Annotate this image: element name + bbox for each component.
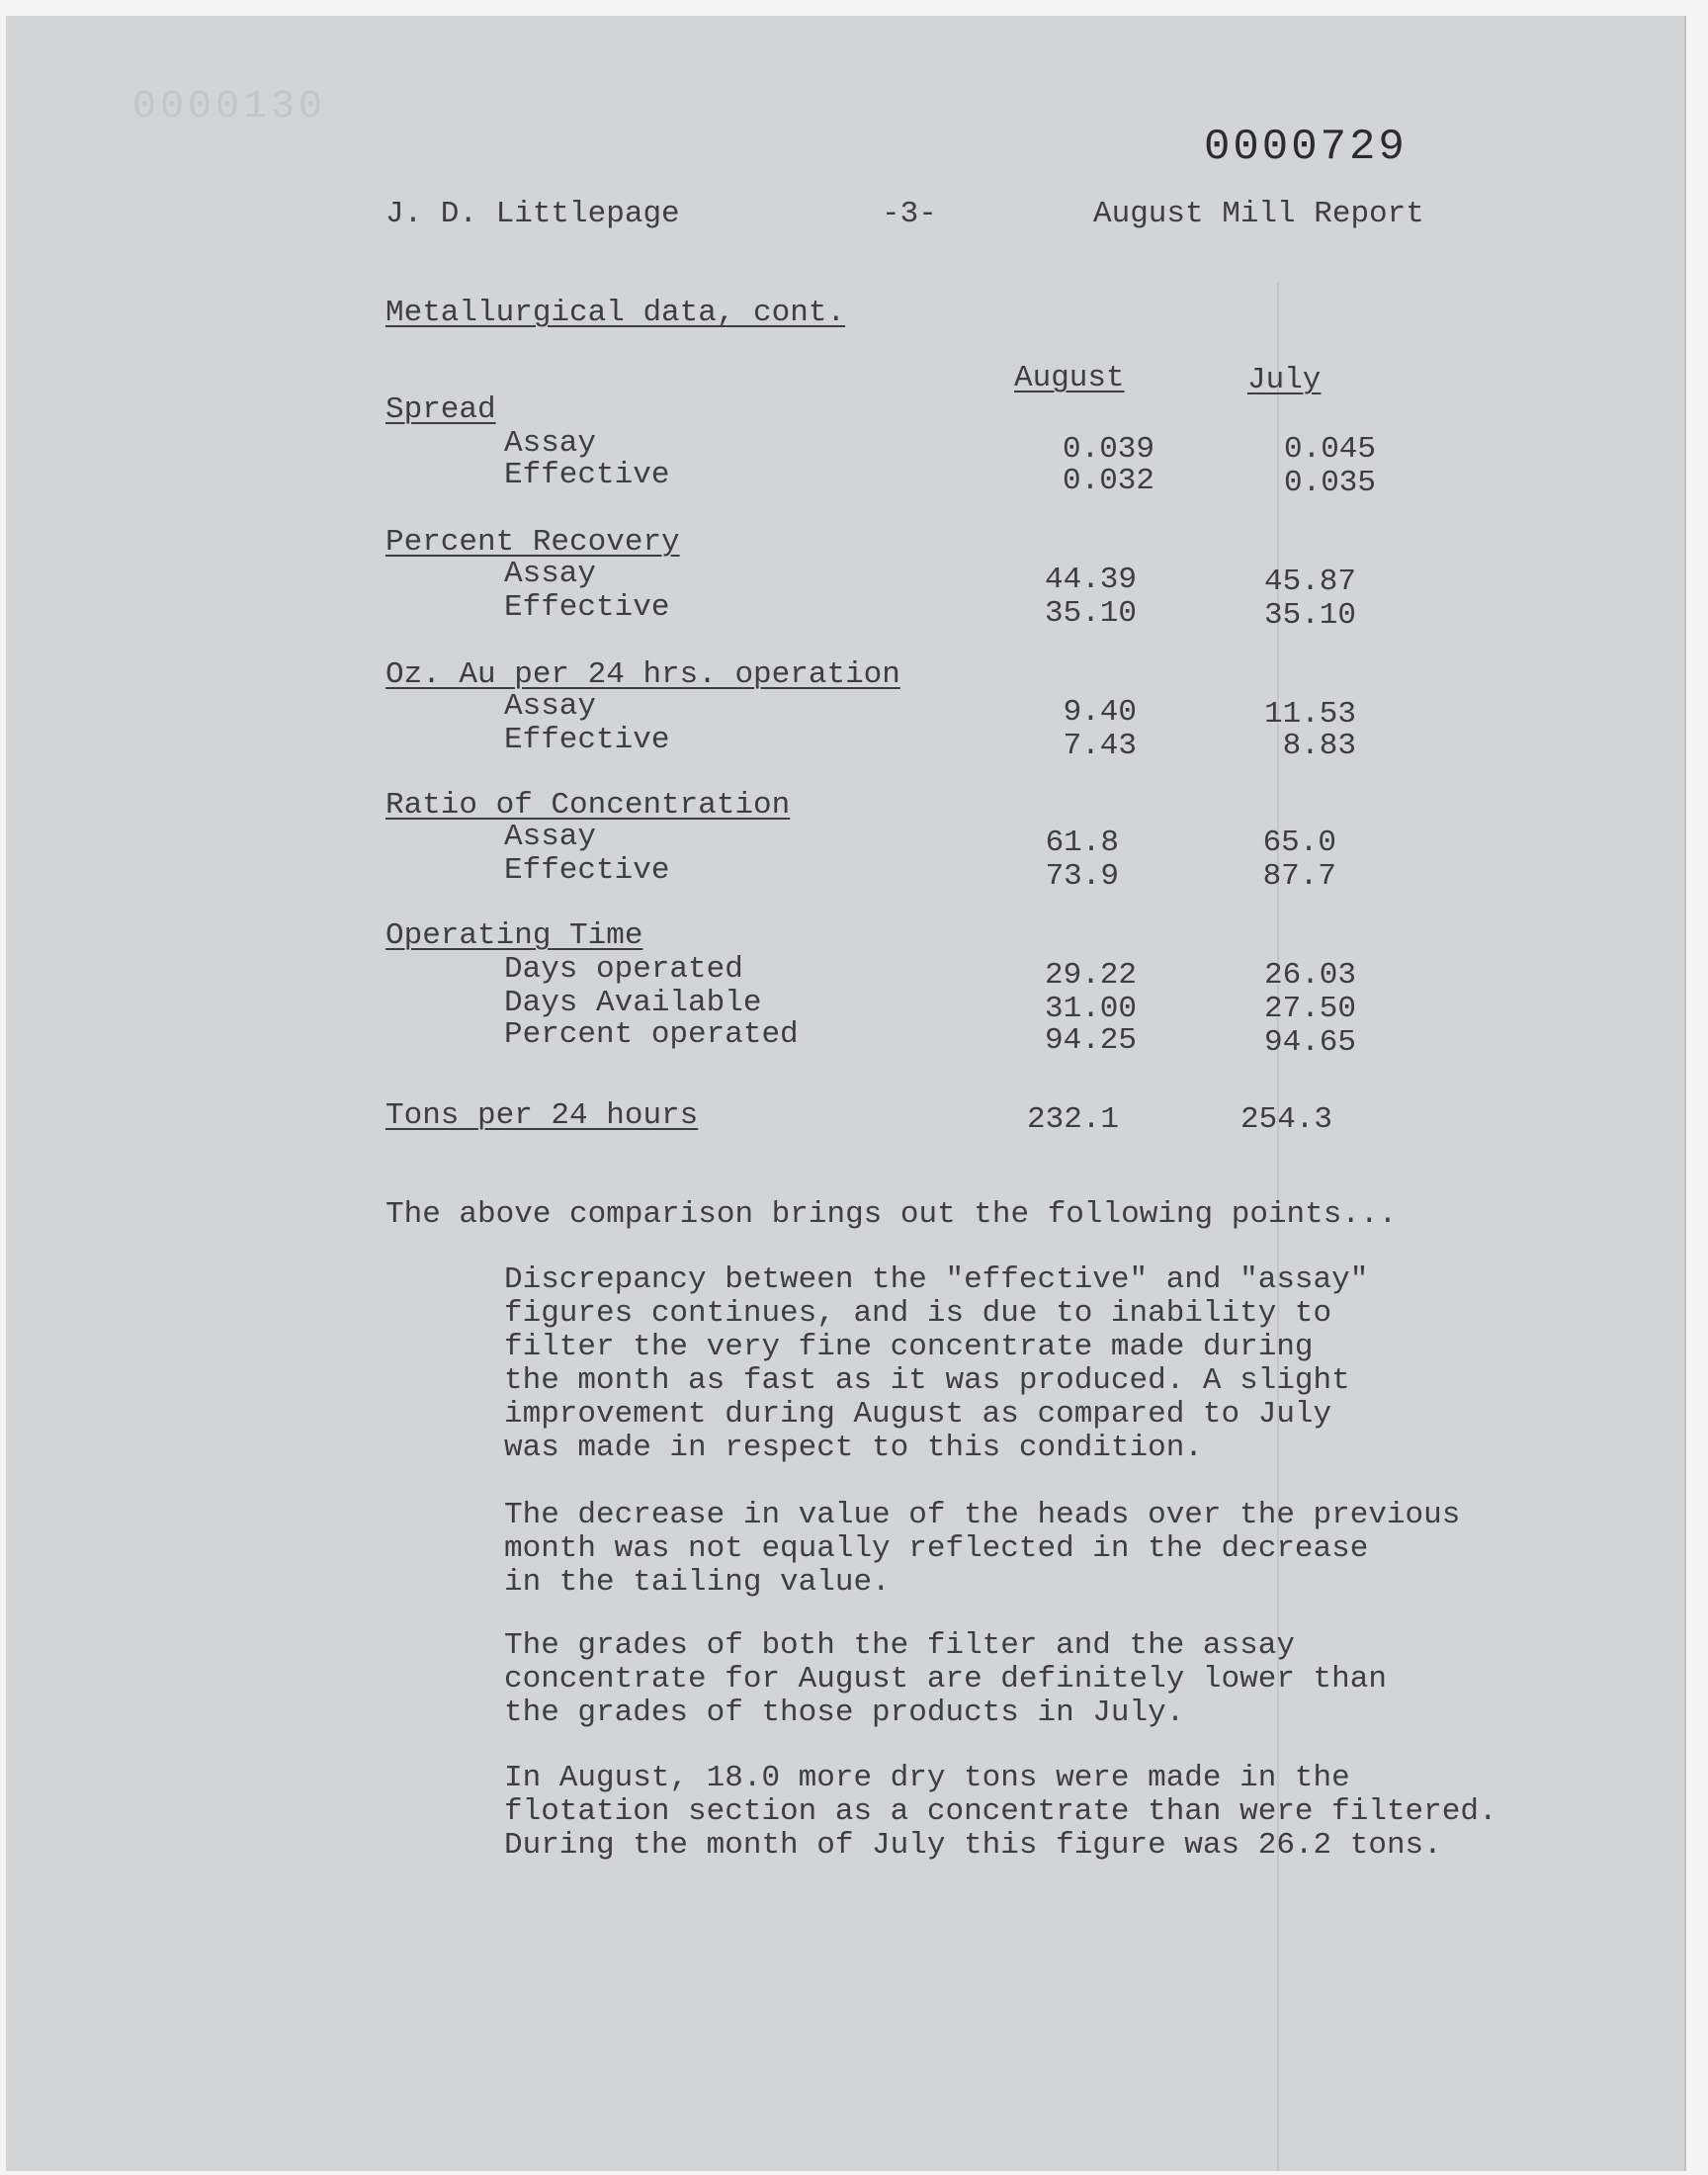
august-value: 232.1 (1026, 1102, 1119, 1137)
july-value: 0.035 (1283, 466, 1376, 500)
august-value: 44.39 (1044, 563, 1137, 597)
point-paragraph: In August, 18.0 more dry tons were made in the flotation section as a concentrate than were filtered. During the month of July this figure was 26.2 tons. (504, 1761, 1497, 1863)
row-label: Assay (504, 689, 597, 724)
august-value: 61.8 (1045, 826, 1119, 860)
july-value: 254.3 (1239, 1102, 1332, 1137)
row-label: Effective (504, 458, 670, 492)
group-label-ratio-concentration: Ratio of Concentration (385, 788, 791, 823)
row-label: Effective (504, 853, 670, 888)
july-value: 94.65 (1263, 1025, 1356, 1060)
row-label: Days Available (504, 986, 762, 1020)
column-header-july: July (1247, 363, 1322, 397)
group-label-tons-per-24-hours: Tons per 24 hours (385, 1098, 699, 1133)
august-value: 9.40 (1063, 695, 1137, 730)
point-paragraph: The decrease in value of the heads over the previous month was not equally reflected in the decrease in the tailing value. (504, 1498, 1461, 1600)
document-number: 0000729 (1204, 123, 1408, 172)
header-title: August Mill Report (1093, 197, 1424, 231)
row-label: Assay (504, 426, 597, 461)
row-label: Percent operated (504, 1017, 799, 1052)
column-header-august: August (1014, 361, 1125, 395)
point-paragraph: The grades of both the filter and the assay concentrate for August are definitely lower than the grades of those products in July. (504, 1628, 1387, 1730)
point-paragraph: Discrepancy between the "effective" and "assay" figures continues, and is due to inability to filter the very fine concentrate made during the month as fast as it was produced. A slight improvement during August as compared to July was made in respect to this condition. (504, 1262, 1369, 1465)
row-label: Effective (504, 590, 670, 625)
august-value: 0.039 (1062, 432, 1154, 467)
bleed-through-number: 0000130 (132, 85, 327, 130)
row-label: Effective (504, 723, 670, 757)
august-value: 0.032 (1062, 464, 1154, 498)
august-value: 31.00 (1044, 992, 1137, 1026)
group-label-oz-au: Oz. Au per 24 hrs. operation (385, 657, 900, 692)
august-value: 7.43 (1063, 729, 1137, 763)
august-value: 73.9 (1045, 859, 1119, 894)
july-value: 45.87 (1263, 565, 1356, 599)
july-value: 87.7 (1262, 859, 1336, 894)
row-label: Days operated (504, 952, 743, 987)
header-page-number: -3- (882, 197, 937, 231)
july-value: 65.0 (1262, 826, 1336, 860)
july-value: 27.50 (1263, 992, 1356, 1026)
section-title: Metallurgical data, cont. (385, 296, 846, 330)
group-label-spread: Spread (385, 392, 496, 427)
group-label-percent-recovery: Percent Recovery (385, 525, 680, 560)
july-value: 11.53 (1263, 697, 1356, 732)
row-label: Assay (504, 820, 597, 854)
july-value: 26.03 (1263, 958, 1356, 993)
august-value: 29.22 (1044, 958, 1137, 993)
header-author: J. D. Littlepage (385, 197, 680, 231)
intro-sentence: The above comparison brings out the following points... (385, 1197, 1398, 1232)
document-page (6, 16, 1686, 2171)
august-value: 35.10 (1044, 596, 1137, 631)
july-value: 35.10 (1263, 598, 1356, 633)
group-label-operating-time: Operating Time (385, 918, 643, 953)
july-value: 8.83 (1282, 729, 1356, 763)
july-value: 0.045 (1283, 432, 1376, 467)
row-label: Assay (504, 557, 597, 591)
august-value: 94.25 (1044, 1023, 1137, 1058)
